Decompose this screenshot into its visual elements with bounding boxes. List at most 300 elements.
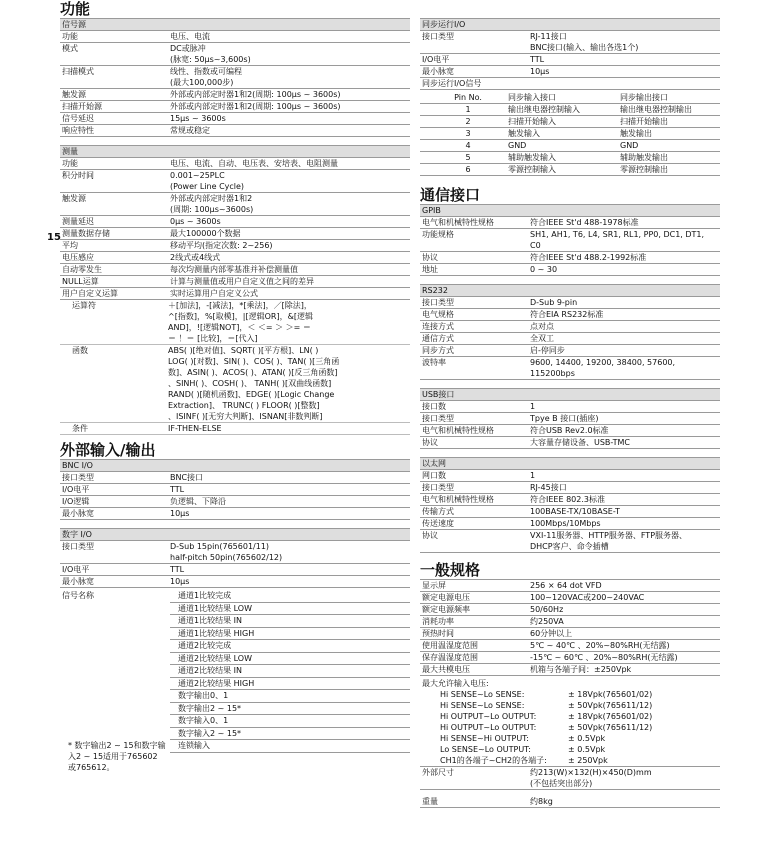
row-key: 平均 xyxy=(62,241,78,250)
row-key: 最小脉宽 xyxy=(62,577,94,586)
voltage-row xyxy=(420,700,720,711)
table-subrow xyxy=(60,423,410,435)
voltage-terminal: Hi OUTPUT~Lo OUTPUT: xyxy=(440,723,537,732)
table-row xyxy=(420,321,720,333)
general-spec-table xyxy=(420,579,720,676)
digital-io-table xyxy=(60,528,410,588)
table-row xyxy=(60,508,410,520)
row-key: 协议 xyxy=(422,253,438,262)
table-row xyxy=(420,345,720,357)
voltage-value: ± 0.5Vpk xyxy=(568,745,606,754)
signal-name: 通道2比较结果 HIGH xyxy=(170,678,410,691)
row-value: 5℃ ~ 40℃ 、20%~80%RH(无结露) xyxy=(530,641,670,650)
signal-label xyxy=(60,678,170,691)
pin-cell: GND xyxy=(508,141,527,150)
row-value: 1 xyxy=(530,402,536,411)
row-value: 线性、指数或可编程 (最大100,000步) xyxy=(170,67,242,87)
table-row xyxy=(420,413,720,425)
sync-pin-table xyxy=(420,92,720,176)
pin-header-cell: Pin No. xyxy=(454,93,482,102)
row-key: 最小脉宽 xyxy=(422,67,454,76)
voltage-value: ± 50Vpk(765611/12) xyxy=(568,701,653,710)
pin-header-cell: 同步输入接口 xyxy=(508,93,556,102)
row-value: 实时运算用户自定义公式 xyxy=(170,289,258,298)
row-key: 响应特性 xyxy=(62,126,94,135)
table-row xyxy=(420,664,720,676)
row-value: 1 xyxy=(530,471,536,480)
row-value: -15℃ ~ 60℃ 、20%~80%RH(无结露) xyxy=(530,653,678,662)
row-key: 消耗功率 xyxy=(422,617,454,626)
row-value: 符合EIA RS232标准 xyxy=(530,310,604,319)
voltage-row xyxy=(420,722,720,733)
table-row xyxy=(60,89,410,101)
row-key: 功能规格 xyxy=(422,230,454,239)
row-value: TTL xyxy=(170,485,185,494)
table-row xyxy=(60,216,410,228)
row-key: 协议 xyxy=(422,438,438,447)
signal-label xyxy=(60,615,170,628)
subrow-value: IF-THEN-ELSE xyxy=(168,424,222,433)
table-row xyxy=(420,640,720,652)
table-header: 数字 I/O xyxy=(60,529,410,541)
row-value: 点对点 xyxy=(530,322,554,331)
table-header: BNC I/O xyxy=(60,460,410,472)
row-key: 用户自定义运算 xyxy=(62,289,118,298)
row-value: SH1, AH1, T6, L4, SR1, RL1, PP0, DC1, DT1, C0 xyxy=(530,230,705,250)
table-row xyxy=(420,616,720,628)
row-value xyxy=(530,78,720,89)
row-key: 最小脉宽 xyxy=(62,509,94,518)
row-value: TTL xyxy=(170,565,185,574)
row-key: 自动零发生 xyxy=(62,265,102,274)
table-row xyxy=(420,580,720,592)
table-row xyxy=(420,66,720,78)
table-row xyxy=(420,309,720,321)
pin-cell: 2 xyxy=(465,117,471,126)
row-value: 常规或稳定 xyxy=(170,126,210,135)
row-value: 每次均测量内部零基准并补偿测量值 xyxy=(170,265,298,274)
signal-row xyxy=(60,628,410,641)
voltage-row xyxy=(420,711,720,722)
table-row xyxy=(60,576,410,588)
row-value: 9600, 14400, 19200, 38400, 57600, 115200bps xyxy=(530,358,676,378)
table-row xyxy=(420,470,720,482)
table-row xyxy=(60,125,410,137)
row-value: 大容量存储设备、USB-TMC xyxy=(530,438,630,447)
pin-header xyxy=(420,92,720,104)
table-header: GPIB xyxy=(420,205,720,217)
table-row xyxy=(60,276,410,288)
row-value: 60分钟以上 xyxy=(530,629,573,638)
table-row xyxy=(420,767,720,790)
table-row xyxy=(420,333,720,345)
row-value: 10μs xyxy=(530,67,550,76)
signal-name: 通道1比较结果 IN xyxy=(170,615,410,628)
pin-cell: 触发输出 xyxy=(620,129,652,138)
subrow-key: 条件 xyxy=(72,424,88,433)
pin-cell: 5 xyxy=(465,153,471,162)
table-row xyxy=(60,541,410,564)
row-value: 外部或内部定时器1和2(周期: 100μs ~ 3600s) xyxy=(170,102,341,111)
row-key: 积分时间 xyxy=(62,171,94,180)
signal-row xyxy=(60,690,410,703)
row-key: 额定电源频率 xyxy=(422,605,470,614)
left-column xyxy=(60,0,410,753)
subrow-key: 运算符 xyxy=(72,301,96,310)
pin-cell: 扫描开始输出 xyxy=(620,117,668,126)
signal-name: 通道2比较结果 LOW xyxy=(170,653,410,666)
table-row xyxy=(420,252,720,264)
signal-row xyxy=(60,715,410,728)
voltage-terminal: Hi SENSE~Lo SENSE: xyxy=(440,701,525,710)
row-key: 协议 xyxy=(422,531,438,540)
voltage-terminal: Hi SENSE~Lo SENSE: xyxy=(440,690,525,699)
signal-row xyxy=(60,615,410,628)
voltage-row xyxy=(420,744,720,755)
signal-name: 通道1比较完成 xyxy=(170,590,410,603)
signal-label xyxy=(60,628,170,641)
row-key: 测量数据存储 xyxy=(62,229,110,238)
signal-row xyxy=(60,653,410,666)
signal-name: 数字输出0、1 xyxy=(170,690,410,703)
signal-name: 通道2比较完成 xyxy=(170,640,410,653)
table-row xyxy=(420,31,720,54)
row-value: Tpye B 接口(插座) xyxy=(530,414,599,423)
table-row xyxy=(60,43,410,66)
row-value: 0.001~25PLC (Power Line Cycle) xyxy=(170,171,245,191)
row-value: D-Sub 9-pin xyxy=(530,298,578,307)
row-key: 电压感应 xyxy=(62,253,94,262)
subrow-key: 函数 xyxy=(72,346,88,355)
table-row xyxy=(420,54,720,66)
table-row xyxy=(420,518,720,530)
signal-row xyxy=(60,728,410,741)
table-row xyxy=(420,592,720,604)
row-key: 扫描模式 xyxy=(62,67,94,76)
row-value: 100BASE-TX/10BASE-T xyxy=(530,507,620,516)
row-value: RJ-11接口 BNC接口(输入、输出各选1个) xyxy=(530,32,639,52)
pin-cell: GND xyxy=(620,141,639,150)
signal-row xyxy=(60,590,410,603)
table-row xyxy=(420,264,720,276)
table-header: 测量 xyxy=(60,146,410,158)
table-row xyxy=(420,482,720,494)
digital-io-footnote: * 数字输出2 ~ 15和数字输 入2 ~ 15适用于765602 或765612。 xyxy=(68,741,166,772)
table-row xyxy=(420,401,720,413)
table-row xyxy=(420,604,720,616)
table-row xyxy=(60,240,410,252)
table-row xyxy=(60,484,410,496)
row-value: 外部或内部定时器1和2 (周期: 100μs~3600s) xyxy=(170,194,254,214)
signal-name: 连锁输入 xyxy=(170,740,410,753)
pin-cell: 6 xyxy=(465,165,471,174)
row-value: 电压、电流、自动、电压表、安培表、电阻测量 xyxy=(170,159,338,168)
row-key: 网口数 xyxy=(422,471,446,480)
row-key: 接口类型 xyxy=(62,542,94,551)
row-key: 信号延迟 xyxy=(62,114,94,123)
input-voltage-block xyxy=(420,678,720,767)
signal-label xyxy=(60,715,170,728)
row-value: 约8kg xyxy=(530,797,553,806)
table-row xyxy=(420,78,720,90)
row-value: 全双工 xyxy=(530,334,554,343)
signal-label: 信号名称 xyxy=(62,591,94,600)
pin-row xyxy=(420,104,720,116)
row-value: 负逻辑、下降沿 xyxy=(170,497,226,506)
voltage-terminal: CH1的各端子~CH2的各端子: xyxy=(440,756,547,765)
row-key: 模式 xyxy=(62,44,78,53)
row-key: 显示屏 xyxy=(422,581,446,590)
signal-row xyxy=(60,640,410,653)
signal-label xyxy=(60,653,170,666)
table-row xyxy=(420,652,720,664)
table-row xyxy=(420,297,720,309)
row-key: 连接方式 xyxy=(422,322,454,331)
row-key: 同步运行I/O信号 xyxy=(422,79,482,88)
row-value: 符合IEEE 802.3标准 xyxy=(530,495,605,504)
table-row xyxy=(60,264,410,276)
row-value: 机箱与各端子间：±250Vpk xyxy=(530,665,632,674)
pin-header-cell: 同步输出接口 xyxy=(620,93,668,102)
row-key: 接口类型 xyxy=(62,473,94,482)
row-key: 通信方式 xyxy=(422,334,454,343)
table-row xyxy=(60,193,410,216)
row-value: 100~120VAC或200~240VAC xyxy=(530,593,645,602)
row-value: 10μs xyxy=(170,509,190,518)
row-key: I/O电平 xyxy=(62,485,90,494)
row-key: 保存温湿度范围 xyxy=(422,653,478,662)
row-key: 波特率 xyxy=(422,358,446,367)
row-key: 功能 xyxy=(62,159,78,168)
signal-name: 通道2比较结果 IN xyxy=(170,665,410,678)
voltage-row xyxy=(420,755,720,766)
subrow-value: ＋[加法]，-[减法]，*[乘法]，／[除法]， ^[指数]，%[取模]，|[逻辑OR]，&[逻辑 AND]，![逻辑NOT]，＜ ＜= ＞ ＞= ＝ ＝ ！＝ [比较]，＝[代入] xyxy=(168,301,313,343)
section-title-external-io: 外部输入/输出 xyxy=(60,441,156,459)
section-title-general: 一般规格 xyxy=(420,561,481,579)
pin-cell: 4 xyxy=(465,141,471,150)
table-subrow xyxy=(60,345,410,423)
table-row xyxy=(60,170,410,193)
row-key: 接口类型 xyxy=(422,32,454,41)
row-key: 传输方式 xyxy=(422,507,454,516)
pin-cell: 零源控制输出 xyxy=(620,165,668,174)
row-value: 外部或内部定时器1和2(周期: 100μs ~ 3600s) xyxy=(170,90,341,99)
page-number: 15 xyxy=(47,232,61,243)
row-key: 同步方式 xyxy=(422,346,454,355)
signal-label xyxy=(60,703,170,716)
row-key: 触发源 xyxy=(62,194,86,203)
table-row xyxy=(60,288,410,300)
pin-cell: 1 xyxy=(465,105,471,114)
signal-row xyxy=(60,603,410,616)
section-title-comm: 通信接口 xyxy=(420,186,481,204)
table-row xyxy=(420,506,720,518)
row-key: 测量延迟 xyxy=(62,217,94,226)
row-value: 100Mbps/10Mbps xyxy=(530,519,601,528)
table-row xyxy=(420,229,720,252)
row-key: 接口类型 xyxy=(422,298,454,307)
signal-label xyxy=(60,728,170,741)
signal-name: 通道1比较结果 HIGH xyxy=(170,628,410,641)
row-value: RJ-45接口 xyxy=(530,483,567,492)
row-value: 0μs ~ 3600s xyxy=(170,217,221,226)
row-value: D-Sub 15pin(765601/11) half-pitch 50pin(765602/12) xyxy=(170,542,283,562)
section-title-function: 功能 xyxy=(60,0,91,18)
bnc-io-table xyxy=(60,459,410,520)
row-key: 电气和机械特性规格 xyxy=(422,426,494,435)
row-value: 2线式或4线式 xyxy=(170,253,221,262)
row-value: 符合IEEE St'd 488.2-1992标准 xyxy=(530,253,647,262)
row-key: 最大共模电压 xyxy=(422,665,470,674)
voltage-value: ± 18Vpk(765601/02) xyxy=(568,712,653,721)
allow-voltage-label: 最大允许输入电压: xyxy=(422,679,489,688)
pin-cell: 零源控制输入 xyxy=(508,165,556,174)
row-key: 外部尺寸 xyxy=(422,768,454,777)
row-value: 符合USB Rev2.0标准 xyxy=(530,426,609,435)
row-key: 重量 xyxy=(422,797,438,806)
usb-table xyxy=(420,388,720,449)
pin-row xyxy=(420,140,720,152)
pin-row xyxy=(420,128,720,140)
pin-cell: 扫描开始输入 xyxy=(508,117,556,126)
table-row xyxy=(60,252,410,264)
row-value: 256 × 64 dot VFD xyxy=(530,581,602,590)
row-key: 功能 xyxy=(62,32,78,41)
row-key: 扫描开始源 xyxy=(62,102,102,111)
row-value: DC或脉冲 (脉宽: 50μs~3,600s) xyxy=(170,44,251,64)
row-value: BNC接口 xyxy=(170,473,204,482)
row-value: VXI-11服务器、HTTP服务器、FTP服务器、 DHCP客户、命令插槽 xyxy=(530,531,688,551)
table-row xyxy=(420,357,720,380)
signal-label xyxy=(60,640,170,653)
gpib-table xyxy=(420,204,720,276)
table-header: RS232 xyxy=(420,285,720,297)
row-key: 电气规格 xyxy=(422,310,454,319)
row-key: NULL运算 xyxy=(62,277,99,286)
row-value: 约213(W)×132(H)×450(D)mm (不包括突出部分) xyxy=(530,768,652,788)
table-row xyxy=(420,530,720,553)
pin-cell: 触发输入 xyxy=(508,129,540,138)
table-header: USB接口 xyxy=(420,389,720,401)
signal-label xyxy=(60,690,170,703)
row-value: TTL xyxy=(530,55,545,64)
row-value: 计算与测量值或用户自定义值之间的差异 xyxy=(170,277,314,286)
table-row xyxy=(60,66,410,89)
pin-cell: 3 xyxy=(465,129,471,138)
table-row xyxy=(420,628,720,640)
signal-name: 数字输入0、1 xyxy=(170,715,410,728)
table-row xyxy=(60,101,410,113)
pin-row xyxy=(420,152,720,164)
row-key: 电气和机械特性规格 xyxy=(422,495,494,504)
row-key: 电气和机械特性规格 xyxy=(422,218,494,227)
digital-signals xyxy=(60,590,410,753)
signal-name: 通道1比较结果 LOW xyxy=(170,603,410,616)
row-key: I/O逻辑 xyxy=(62,497,90,506)
voltage-value: ± 250Vpk xyxy=(568,756,608,765)
voltage-terminal: Hi SENSE~Hi OUTPUT: xyxy=(440,734,529,743)
table-header: 同步运行I/O xyxy=(420,19,720,31)
row-key: I/O电平 xyxy=(62,565,90,574)
table-row xyxy=(60,31,410,43)
table-row xyxy=(60,472,410,484)
row-value: 0 ~ 30 xyxy=(530,265,558,274)
table-subrow xyxy=(60,300,410,345)
row-value: 10μs xyxy=(170,577,190,586)
table-row xyxy=(60,158,410,170)
signal-name: 数字输入2 ~ 15* xyxy=(170,728,410,741)
table-header: 信号源 xyxy=(60,19,410,31)
voltage-terminal: Hi OUTPUT~Lo OUTPUT: xyxy=(440,712,537,721)
row-value: 符合IEEE St'd 488-1978标准 xyxy=(530,218,639,227)
row-key: 接口类型 xyxy=(422,483,454,492)
row-key: 传送速度 xyxy=(422,519,454,528)
row-key: 使用温湿度范围 xyxy=(422,641,478,650)
table-row xyxy=(420,494,720,506)
subrow-value: ABS( )[绝对值]、SQRT( )[平方根]、LN( ) LOG( )[对数]、SIN( )、COS( )、TAN( )[三角函 数]、ASIN( )、ACOS( )、ATAN( )[反三角函数] 、SINH( )、COSH( )、 TANH( )[双曲线函数] RAND( )[随机函数]、EDGE( )[Logic Change Extraction]、 TRUNC( ) FLOOR( )[整数] 、ISINF( )[无穷大判断]、ISNAN[非数判断] xyxy=(168,346,340,421)
voltage-value: ± 0.5Vpk xyxy=(568,734,606,743)
row-key: 接口数 xyxy=(422,402,446,411)
measure-table xyxy=(60,145,410,435)
signal-source-table xyxy=(60,18,410,137)
table-header: 以太网 xyxy=(420,458,720,470)
pin-row xyxy=(420,164,720,176)
table-row xyxy=(420,796,720,808)
voltage-value: ± 50Vpk(765611/12) xyxy=(568,723,653,732)
row-key: 接口类型 xyxy=(422,414,454,423)
pin-cell: 辅助触发输出 xyxy=(620,153,668,162)
pin-cell: 输出继电器控制输入 xyxy=(508,105,580,114)
signal-row xyxy=(60,665,410,678)
row-key: I/O电平 xyxy=(422,55,450,64)
voltage-value: ± 18Vpk(765601/02) xyxy=(568,690,653,699)
row-key: 触发源 xyxy=(62,90,86,99)
pin-cell: 输出继电器控制输出 xyxy=(620,105,692,114)
ethernet-table xyxy=(420,457,720,553)
table-row xyxy=(420,425,720,437)
row-key: 额定电源电压 xyxy=(422,593,470,602)
row-value: 移动平均(指定次数: 2~256) xyxy=(170,241,273,250)
right-column xyxy=(420,0,720,810)
table-row xyxy=(420,217,720,229)
row-value: 电压、电流 xyxy=(170,32,210,41)
signal-name: 数字输出2 ~ 15* xyxy=(170,703,410,716)
row-value: 50/60Hz xyxy=(530,605,564,614)
voltage-row xyxy=(420,689,720,700)
table-row xyxy=(60,113,410,125)
sync-io-table xyxy=(420,18,720,90)
signal-label xyxy=(60,603,170,616)
table-row xyxy=(60,564,410,576)
pin-cell: 辅助触发输入 xyxy=(508,153,556,162)
table-row xyxy=(420,437,720,449)
table-row xyxy=(60,496,410,508)
general-spec-tail xyxy=(420,767,720,808)
row-key: 地址 xyxy=(422,265,438,274)
row-value: 最大100000个数据 xyxy=(170,229,241,238)
signal-row xyxy=(60,678,410,691)
row-value: 启-停同步 xyxy=(530,346,565,355)
pin-row xyxy=(420,116,720,128)
voltage-row xyxy=(420,733,720,744)
table-row xyxy=(60,228,410,240)
voltage-terminal: Lo SENSE~Lo OUTPUT: xyxy=(440,745,531,754)
signal-row xyxy=(60,703,410,716)
row-value: 约250VA xyxy=(530,617,564,626)
row-key: 预热时间 xyxy=(422,629,454,638)
rs232-table xyxy=(420,284,720,380)
signal-label xyxy=(60,665,170,678)
